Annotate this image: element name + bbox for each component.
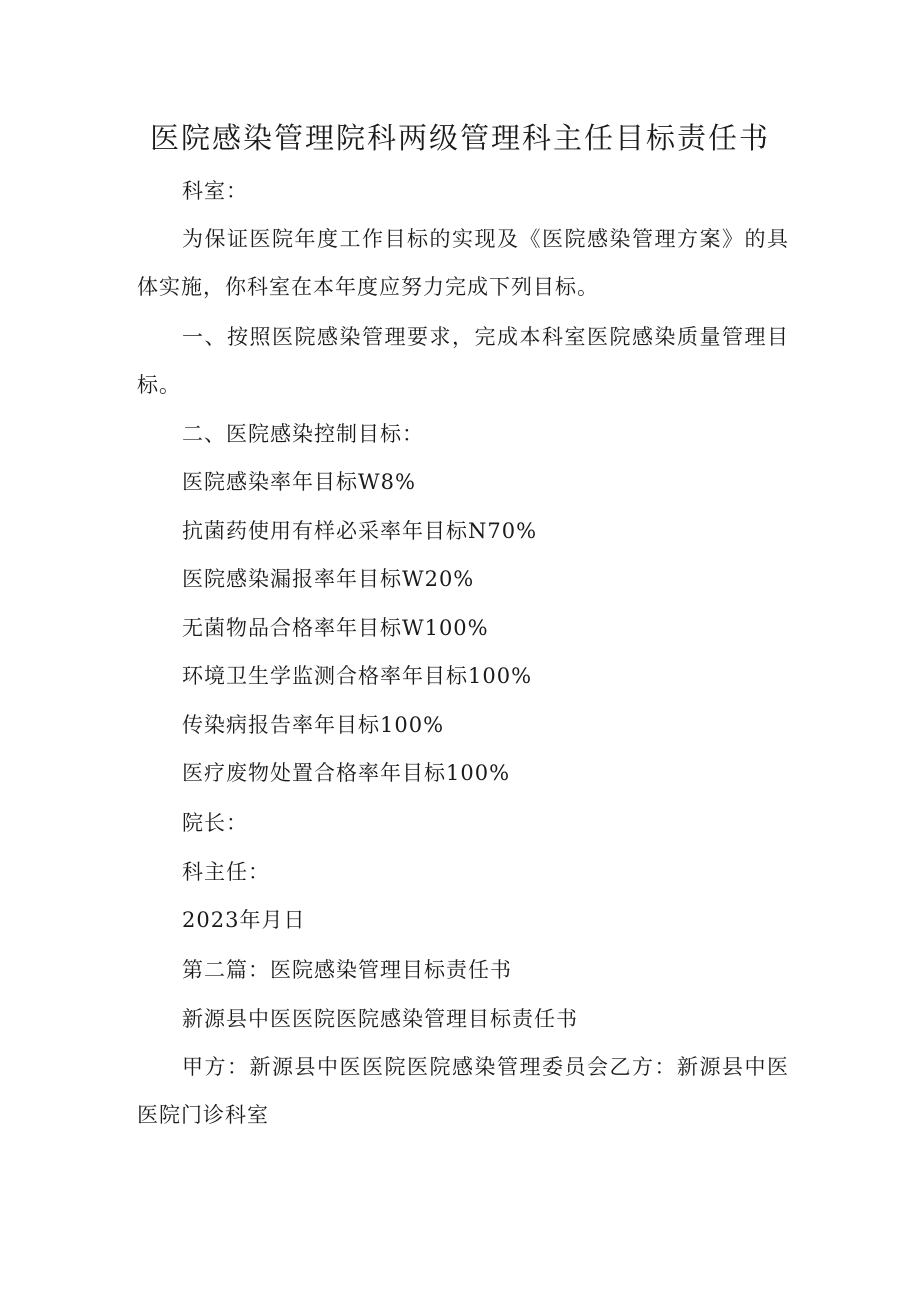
target-antibiotic-sampling: 抗菌药使用有样必采率年目标N70% xyxy=(182,519,538,543)
signature-date: 2023年月日 xyxy=(182,908,306,932)
hospital-document-title: 新源县中医医院医院感染管理目标责任书 xyxy=(182,1007,578,1031)
target-medical-waste: 医疗废物处置合格率年目标100% xyxy=(182,761,511,785)
president-signature-label: 院长： xyxy=(182,811,248,835)
intro-paragraph: 为保证医院年度工作目标的实现及《医院感染管理方案》的具体实施，你科室在本年度应努力完成下列目标。 xyxy=(137,227,789,299)
parties-paragraph: 甲方：新源县中医医院医院感染管理委员会乙方：新源县中医医院门诊科室 xyxy=(137,1055,789,1127)
target-infectious-disease-report: 传染病报告率年目标100% xyxy=(182,713,445,737)
target-sterile-items: 无菌物品合格率年目标W100% xyxy=(182,616,489,640)
item-1-paragraph: 一、按照医院感染管理要求，完成本科室医院感染质量管理目标。 xyxy=(137,325,789,397)
document-title: 医院感染管理院科两级管理科主任目标责任书 xyxy=(149,121,770,155)
target-infection-rate: 医院感染率年目标W8% xyxy=(182,470,416,494)
chapter-2-heading: 第二篇：医院感染管理目标责任书 xyxy=(182,958,512,982)
target-environment-monitoring: 环境卫生学监测合格率年目标100% xyxy=(182,664,533,688)
target-underreport-rate: 医院感染漏报率年目标W20% xyxy=(182,567,475,591)
department-label: 科室： xyxy=(182,179,248,203)
director-signature-label: 科主任： xyxy=(182,860,270,884)
item-2-heading: 二、医院感染控制目标： xyxy=(182,422,424,446)
